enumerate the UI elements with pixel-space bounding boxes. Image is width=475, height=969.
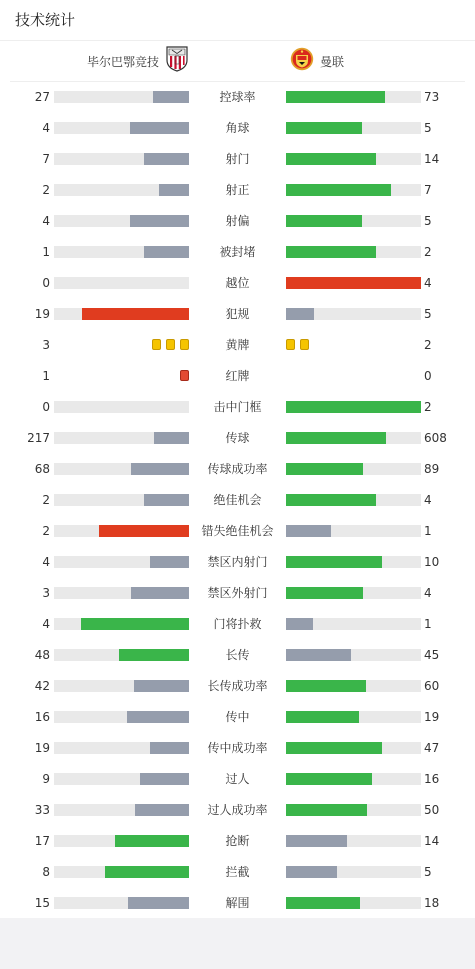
away-bar-fill [286,432,386,444]
stat-row [0,552,475,572]
stat-label: 错失绝佳机会 [201,524,274,538]
stat-row [0,893,475,913]
stat-label: 长传 [225,648,250,662]
stat-label: 越位 [225,276,250,290]
away-bar-track [286,184,421,196]
home-bar-track [54,680,189,692]
away-bar-track [286,91,421,103]
away-value: 47 [424,741,440,755]
away-bar-track [286,525,421,537]
home-yellow-cards [152,339,189,351]
stat-row [0,738,475,758]
home-value: 17 [34,834,50,848]
away-bar-track [286,587,421,599]
away-bar-fill [286,773,372,785]
home-bar-track [54,184,189,196]
away-bar-track [286,308,421,320]
away-bar-fill [286,122,362,134]
home-bar-fill [128,897,189,909]
away-value: 4 [424,276,432,290]
away-value: 0 [424,369,432,383]
stat-row [0,118,475,138]
home-bar-track [54,742,189,754]
away-bar-fill [286,184,391,196]
red-card-icon [180,370,189,381]
home-bar-fill [150,556,189,568]
home-bar-track [54,401,189,413]
stat-label: 角球 [225,121,250,135]
home-value: 4 [42,121,50,135]
stat-label: 长传成功率 [207,679,268,693]
stat-row [0,645,475,665]
home-bar-fill [154,432,189,444]
away-bar-fill [286,897,360,909]
home-value: 19 [34,741,50,755]
home-value: 19 [34,307,50,321]
home-value: 3 [42,338,50,352]
away-bar-track [286,866,421,878]
away-bar-track [286,401,421,413]
home-value: 0 [42,400,50,414]
stat-label: 射偏 [225,214,250,228]
away-value: 5 [424,307,432,321]
away-bar-fill [286,649,351,661]
home-bar-fill [150,742,189,754]
away-bar-track [286,432,421,444]
stat-label: 解围 [225,896,250,910]
away-bar-fill [286,525,331,537]
stat-row [0,769,475,789]
home-bar-fill [130,215,189,227]
away-bar-fill [286,680,366,692]
away-value: 10 [424,555,440,569]
stat-label: 绝佳机会 [213,493,262,507]
away-bar-track [286,153,421,165]
stat-row [0,87,475,107]
away-value: 60 [424,679,440,693]
away-bar-track [286,835,421,847]
stat-label: 传球 [225,431,250,445]
stat-row [0,459,475,479]
home-bar-track [54,649,189,661]
away-bar-fill [286,835,347,847]
away-bar-fill [286,804,367,816]
home-value: 15 [34,896,50,910]
stat-row [0,397,475,417]
home-red-cards [180,370,189,382]
stat-row [0,583,475,603]
home-bar-track [54,587,189,599]
stat-label: 抢断 [225,834,250,848]
stat-label: 射正 [225,183,250,197]
home-value: 68 [34,462,50,476]
away-team[interactable] [290,47,344,75]
away-bar-track [286,711,421,723]
home-bar-track [54,897,189,909]
stat-label: 控球率 [219,90,256,104]
home-value: 4 [42,617,50,631]
stat-row [0,242,475,262]
away-bar-track [286,804,421,816]
stat-row [0,831,475,851]
stat-label: 黄牌 [225,338,250,352]
home-bar-fill [131,463,189,475]
away-value: 73 [424,90,440,104]
away-bar-fill [286,308,314,320]
away-bar-track [286,556,421,568]
athletic-bilbao-crest-icon [165,46,189,76]
away-value: 608 [424,431,447,445]
away-bar-track [286,246,421,258]
home-bar-fill [144,494,189,506]
away-value: 2 [424,338,432,352]
stat-row [0,335,475,355]
away-value: 45 [424,648,440,662]
home-value: 16 [34,710,50,724]
away-bar-track [286,618,421,630]
home-value: 217 [27,431,50,445]
away-bar-fill [286,91,385,103]
stat-row [0,304,475,324]
home-bar-fill [119,649,189,661]
stat-label: 传球成功率 [207,462,268,476]
away-value: 7 [424,183,432,197]
stat-row [0,614,475,634]
away-value: 16 [424,772,440,786]
home-bar-track [54,153,189,165]
away-bar-track [286,773,421,785]
away-bar-fill [286,742,382,754]
stat-row [0,676,475,696]
home-bar-fill [82,308,189,320]
away-bar-fill [286,246,376,258]
manchester-united-crest-icon [290,47,314,75]
home-value: 48 [34,648,50,662]
away-yellow-cards [286,339,309,351]
away-bar-fill [286,401,421,413]
away-value: 2 [424,400,432,414]
stat-row [0,707,475,727]
away-bar-track [286,742,421,754]
home-bar-track [54,773,189,785]
home-bar-fill [153,91,189,103]
home-bar-track [54,277,189,289]
home-bar-fill [81,618,189,630]
away-bar-track [286,215,421,227]
stat-row [0,521,475,541]
stat-row [0,211,475,231]
away-value: 2 [424,245,432,259]
home-team[interactable] [87,47,189,75]
away-value: 19 [424,710,440,724]
yellow-card-icon [180,339,189,350]
home-bar-track [54,463,189,475]
home-team-name: 毕尔巴鄂竞技 [86,54,159,69]
home-bar-track [54,494,189,506]
away-team-name: 曼联 [320,54,345,69]
away-bar-fill [286,277,421,289]
home-value: 42 [34,679,50,693]
home-bar-track [54,835,189,847]
stat-label: 门将扑救 [213,617,262,631]
stat-row [0,490,475,510]
home-bar-track [54,122,189,134]
away-bar-track [286,897,421,909]
stat-row [0,273,475,293]
home-bar-track [54,711,189,723]
away-value: 4 [424,493,432,507]
home-value: 27 [34,90,50,104]
home-bar-track [54,866,189,878]
home-bar-track [54,215,189,227]
away-value: 1 [424,617,432,631]
stat-label: 射门 [225,152,250,166]
home-value: 2 [42,493,50,507]
page-title: 技术统计 [15,11,76,29]
away-bar-fill [286,587,363,599]
home-bar-fill [134,680,189,692]
stat-label: 传中成功率 [207,741,268,755]
home-bar-fill [127,711,189,723]
away-value: 14 [424,834,440,848]
home-bar-track [54,246,189,258]
away-value: 4 [424,586,432,600]
home-bar-fill [99,525,189,537]
home-bar-fill [130,122,189,134]
home-value: 9 [42,772,50,786]
home-bar-track [54,556,189,568]
stat-row [0,862,475,882]
home-bar-fill [140,773,189,785]
stat-label: 红牌 [225,369,250,383]
stat-label: 击中门框 [213,400,262,414]
stat-label: 过人成功率 [207,803,268,817]
team-header-divider [10,81,465,82]
away-bar-fill [286,494,376,506]
yellow-card-icon [286,339,295,350]
away-bar-fill [286,618,313,630]
home-value: 4 [42,555,50,569]
away-value: 89 [424,462,440,476]
home-value: 33 [34,803,50,817]
away-value: 5 [424,121,432,135]
home-bar-fill [115,835,189,847]
home-bar-fill [135,804,189,816]
away-value: 14 [424,152,440,166]
home-bar-track [54,618,189,630]
home-value: 8 [42,865,50,879]
away-bar-track [286,277,421,289]
home-bar-fill [144,153,189,165]
away-bar-fill [286,866,337,878]
title-divider [0,40,475,41]
stat-row [0,800,475,820]
away-bar-track [286,649,421,661]
stat-label: 禁区外射门 [207,586,268,600]
away-bar-fill [286,556,382,568]
stat-label: 拦截 [225,865,250,879]
stat-row [0,428,475,448]
away-bar-track [286,680,421,692]
home-bar-fill [159,184,189,196]
home-bar-track [54,91,189,103]
away-value: 1 [424,524,432,538]
home-value: 0 [42,276,50,290]
home-value: 2 [42,524,50,538]
away-bar-fill [286,463,363,475]
home-bar-fill [105,866,189,878]
home-bar-track [54,432,189,444]
stat-row [0,366,475,386]
stat-row [0,180,475,200]
stat-label: 传中 [225,710,250,724]
away-bar-fill [286,711,359,723]
stat-label: 过人 [225,772,250,786]
away-value: 5 [424,214,432,228]
away-bar-fill [286,153,376,165]
home-value: 1 [42,369,50,383]
stat-label: 被封堵 [219,245,256,259]
away-value: 50 [424,803,440,817]
yellow-card-icon [166,339,175,350]
home-bar-fill [131,587,189,599]
away-value: 18 [424,896,440,910]
away-value: 5 [424,865,432,879]
stat-row [0,149,475,169]
stat-label: 禁区内射门 [207,555,268,569]
away-bar-track [286,122,421,134]
stat-label: 犯规 [225,307,250,321]
away-bar-fill [286,215,362,227]
home-bar-track [54,525,189,537]
home-value: 7 [42,152,50,166]
home-bar-track [54,308,189,320]
home-value: 2 [42,183,50,197]
away-bar-track [286,494,421,506]
home-bar-fill [144,246,189,258]
home-value: 4 [42,214,50,228]
away-bar-track [286,463,421,475]
yellow-card-icon [300,339,309,350]
yellow-card-icon [152,339,161,350]
home-value: 1 [42,245,50,259]
home-value: 3 [42,586,50,600]
home-bar-track [54,804,189,816]
